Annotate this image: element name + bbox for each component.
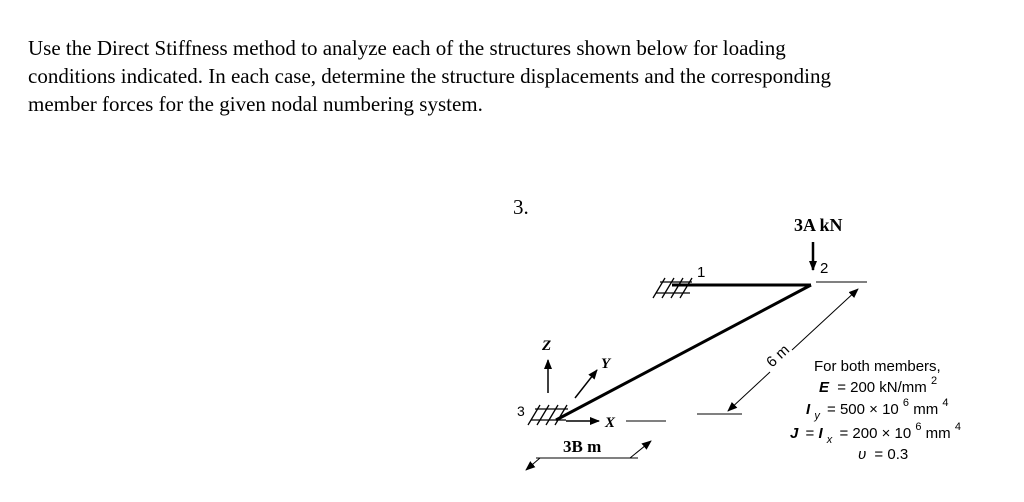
- property-iy: I $_y$ = 500 × 10 $^6$ mm $^4$: [806, 397, 949, 422]
- property-nu-value: = 0.3: [874, 446, 909, 463]
- dimension-3b-arrow-left: [526, 458, 540, 470]
- property-j-exp: 6: [915, 421, 922, 433]
- axis-y-label: Y: [601, 356, 611, 372]
- member-properties: [790, 358, 961, 463]
- properties-heading: For both members,: [814, 358, 941, 375]
- fixed-support-node-1: [653, 278, 692, 298]
- dimension-3b-arrow-right: [630, 441, 651, 458]
- dimension-6m-arrow-top: [792, 289, 858, 350]
- problem-statement-line-1: Use the Direct Stiffness method to analyze each of the structures shown below for loading: [28, 36, 786, 60]
- dimension-6m-label: 6 m: [763, 341, 794, 371]
- axis-x-label: X: [605, 415, 616, 431]
- node-2-label: 2: [820, 260, 829, 277]
- dimension-3b-label: 3B m: [563, 437, 602, 456]
- property-iy-unit: mm: [913, 401, 939, 418]
- property-j-value: = 200 × 10: [839, 425, 912, 442]
- property-iy-unit-exp: 4: [942, 397, 949, 409]
- dimension-6m-arrow-bottom: [728, 372, 770, 411]
- property-iy-value: = 500 × 10: [827, 401, 899, 418]
- property-j-unit-exp: 4: [954, 421, 961, 433]
- axis-z-label: Z: [542, 338, 552, 354]
- problem-statement-line-3: member forces for the given nodal numbering system.: [28, 92, 483, 116]
- property-e-exp: 2: [930, 375, 938, 387]
- property-e-value: = 200 kN/mm: [837, 379, 927, 396]
- axis-y-arrow: [575, 370, 597, 398]
- problem-number: 3.: [513, 195, 529, 219]
- property-nu: υ = 0.3: [858, 446, 909, 463]
- problem-statement-line-2: conditions indicated. In each case, determine the structure displacements and the corresponding: [28, 64, 831, 88]
- property-j-unit: mm: [925, 425, 951, 442]
- node-1-label: 1: [697, 264, 706, 281]
- property-j: J = I $_x$ = 200 × 10 $^6$ mm $^4$: [790, 421, 961, 446]
- node-3-label: 3: [517, 403, 525, 419]
- property-e: E = 200 kN/mm $^2$: [819, 375, 938, 396]
- fixed-support-node-3: [528, 405, 568, 425]
- property-iy-exp: 6: [902, 397, 910, 409]
- load-label: 3A kN: [794, 215, 843, 235]
